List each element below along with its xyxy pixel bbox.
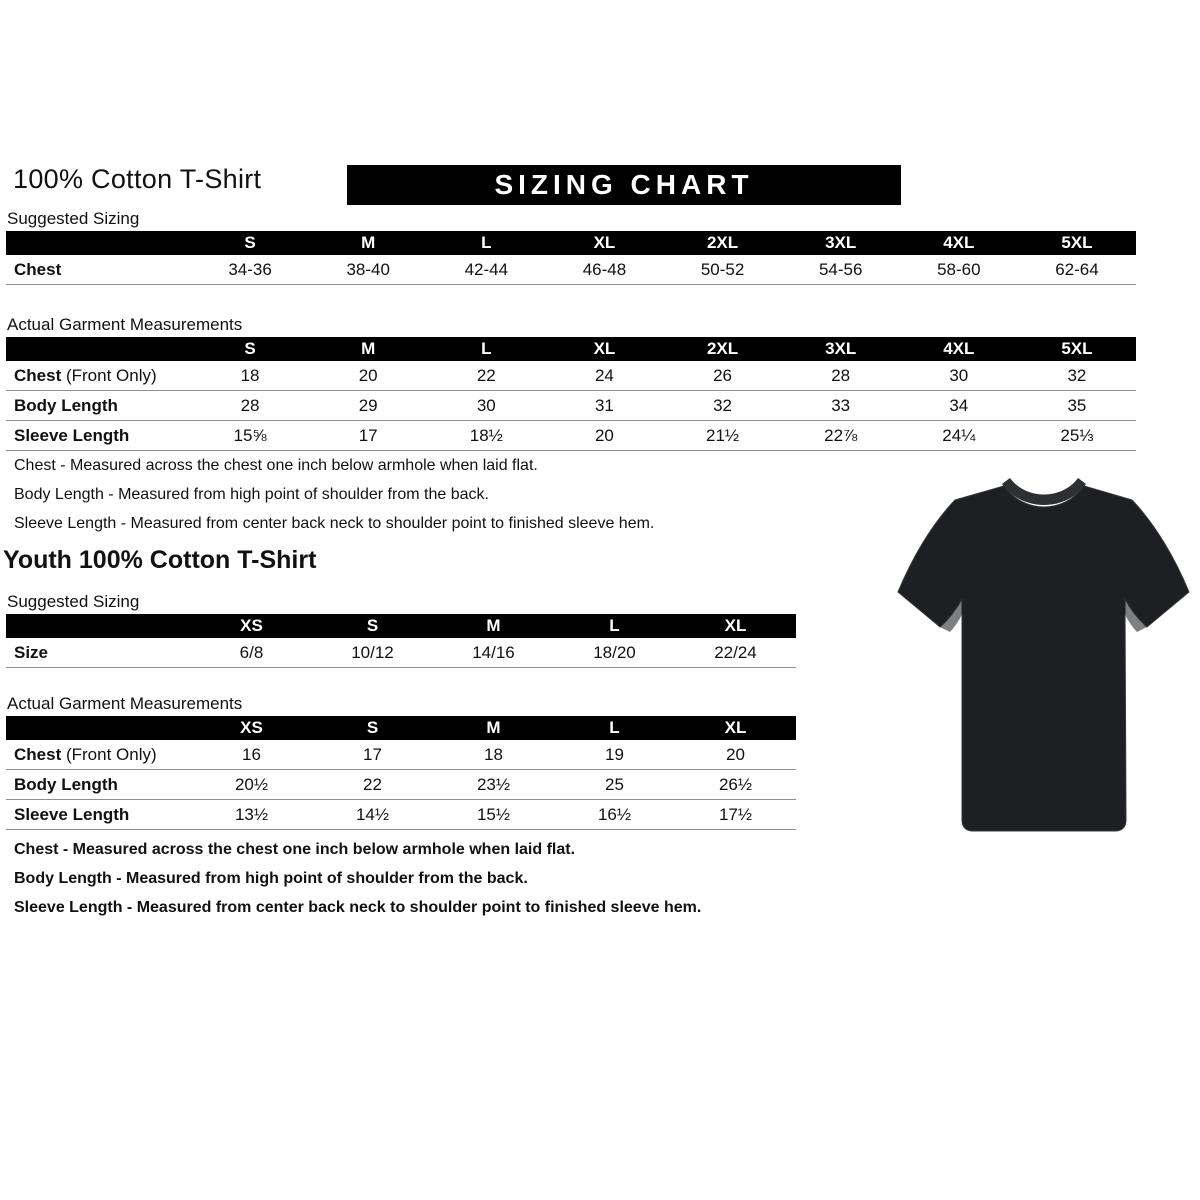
table-cell: 14½ — [312, 800, 433, 830]
table-cell: 19 — [554, 740, 675, 770]
table-cell: 38-40 — [309, 255, 427, 285]
table-cell: 17½ — [675, 800, 796, 830]
table-cell: 32 — [664, 391, 782, 421]
youth-suggested-sizing-label: Suggested Sizing — [7, 592, 140, 611]
table-cell: 34 — [900, 391, 1018, 421]
table-cell: 24 — [545, 361, 663, 391]
table-cell: 13½ — [191, 800, 312, 830]
row-label-suffix: (Front Only) — [61, 365, 157, 385]
table-cell: 58-60 — [900, 255, 1018, 285]
youth-section-title: Youth 100% Cotton T-Shirt — [3, 546, 317, 574]
row-label: Chest — [6, 255, 191, 285]
size-col-header: S — [312, 614, 433, 638]
table-cell: 15⅝ — [191, 421, 309, 451]
measurement-note: Sleeve Length - Measured from center back neck to shoulder point to finished sleeve hem. — [14, 899, 702, 916]
row-label: Chest (Front Only) — [6, 740, 191, 770]
table-cell: 18 — [433, 740, 554, 770]
table-cell: 22 — [427, 361, 545, 391]
size-col-header: 5XL — [1018, 337, 1136, 361]
size-col-header: XL — [545, 231, 663, 255]
youth-actual-measurements-label: Actual Garment Measurements — [7, 694, 243, 713]
table-cell: 18½ — [427, 421, 545, 451]
table-cell: 25 — [554, 770, 675, 800]
table-row — [6, 421, 1136, 451]
table-cell: 26 — [664, 361, 782, 391]
table-row — [6, 361, 1136, 391]
youth-measurement-notes — [14, 841, 701, 928]
size-col-header: XL — [675, 614, 796, 638]
page-title: 100% Cotton T-Shirt — [13, 164, 262, 194]
table-row — [6, 800, 796, 830]
size-col-header: S — [312, 716, 433, 740]
table-header-row — [6, 716, 796, 740]
table-cell: 33 — [782, 391, 900, 421]
table-cell: 17 — [309, 421, 427, 451]
size-col-header: L — [554, 614, 675, 638]
table-cell: 17 — [312, 740, 433, 770]
size-col-header — [6, 337, 191, 361]
adult-measurement-notes — [14, 457, 654, 544]
size-col-header: M — [309, 337, 427, 361]
table-cell: 34-36 — [191, 255, 309, 285]
table-header-row — [6, 337, 1136, 361]
table-cell: 18 — [191, 361, 309, 391]
table-cell: 21½ — [664, 421, 782, 451]
table-row — [6, 391, 1136, 421]
size-col-header: 4XL — [900, 337, 1018, 361]
size-col-header: L — [427, 337, 545, 361]
adult-suggested-sizing-label: Suggested Sizing — [7, 209, 140, 228]
measurement-note: Chest - Measured across the chest one inch below armhole when laid flat. — [14, 841, 576, 858]
youth-suggested-sizing-table — [6, 614, 796, 668]
table-cell: 22/24 — [675, 638, 796, 668]
table-cell: 23½ — [433, 770, 554, 800]
table-cell: 14/16 — [433, 638, 554, 668]
table-cell: 20 — [309, 361, 427, 391]
table-cell: 16½ — [554, 800, 675, 830]
size-col-header: XS — [191, 716, 312, 740]
measurement-note: Chest - Measured across the chest one inch below armhole when laid flat. — [14, 457, 538, 474]
size-col-header: 5XL — [1018, 231, 1136, 255]
tshirt-image — [892, 472, 1195, 837]
table-cell: 20 — [545, 421, 663, 451]
size-col-header: 3XL — [782, 231, 900, 255]
youth-actual-measurements-table — [6, 716, 796, 830]
size-col-header — [6, 614, 191, 638]
size-col-header — [6, 716, 191, 740]
table-cell: 24¼ — [900, 421, 1018, 451]
sizing-chart-banner: SIZING CHART — [347, 165, 901, 205]
table-cell: 31 — [545, 391, 663, 421]
table-row — [6, 740, 796, 770]
row-label: Sleeve Length — [6, 421, 191, 451]
size-col-header: S — [191, 231, 309, 255]
table-cell: 46-48 — [545, 255, 663, 285]
table-cell: 28 — [782, 361, 900, 391]
table-cell: 32 — [1018, 361, 1136, 391]
table-cell: 22⅞ — [782, 421, 900, 451]
table-cell: 35 — [1018, 391, 1136, 421]
size-col-header — [6, 231, 191, 255]
table-cell: 6/8 — [191, 638, 312, 668]
table-cell: 20½ — [191, 770, 312, 800]
row-label-suffix: (Front Only) — [61, 744, 157, 764]
adult-suggested-sizing-table — [6, 231, 1136, 285]
table-cell: 26½ — [675, 770, 796, 800]
table-cell: 22 — [312, 770, 433, 800]
row-label: Chest (Front Only) — [6, 361, 191, 391]
table-header-row — [6, 614, 796, 638]
table-cell: 28 — [191, 391, 309, 421]
table-cell: 18/20 — [554, 638, 675, 668]
table-cell: 10/12 — [312, 638, 433, 668]
size-col-header: L — [554, 716, 675, 740]
size-col-header: XL — [545, 337, 663, 361]
size-col-header: XL — [675, 716, 796, 740]
size-col-header: 4XL — [900, 231, 1018, 255]
table-header-row — [6, 231, 1136, 255]
size-col-header: M — [433, 716, 554, 740]
table-cell: 25⅓ — [1018, 421, 1136, 451]
measurement-note: Body Length - Measured from high point of shoulder from the back. — [14, 870, 528, 887]
size-col-header: XS — [191, 614, 312, 638]
size-col-header: 2XL — [664, 231, 782, 255]
size-col-header: 3XL — [782, 337, 900, 361]
table-cell: 15½ — [433, 800, 554, 830]
measurement-note: Body Length - Measured from high point of shoulder from the back. — [14, 486, 489, 503]
table-cell: 30 — [427, 391, 545, 421]
row-label: Body Length — [6, 391, 191, 421]
size-col-header: 2XL — [664, 337, 782, 361]
size-col-header: L — [427, 231, 545, 255]
row-label: Size — [6, 638, 191, 668]
adult-actual-measurements-table — [6, 337, 1136, 451]
row-label: Body Length — [6, 770, 191, 800]
adult-actual-measurements-label: Actual Garment Measurements — [7, 315, 243, 334]
table-row — [6, 638, 796, 668]
size-col-header: S — [191, 337, 309, 361]
size-col-header: M — [309, 231, 427, 255]
table-cell: 20 — [675, 740, 796, 770]
table-cell: 29 — [309, 391, 427, 421]
table-cell: 42-44 — [427, 255, 545, 285]
table-cell: 30 — [900, 361, 1018, 391]
table-row — [6, 770, 796, 800]
table-cell: 62-64 — [1018, 255, 1136, 285]
measurement-note: Sleeve Length - Measured from center back neck to shoulder point to finished sleeve hem. — [14, 515, 655, 532]
table-row — [6, 255, 1136, 285]
table-cell: 16 — [191, 740, 312, 770]
table-cell: 50-52 — [664, 255, 782, 285]
tshirt-body-shape — [898, 486, 1189, 831]
size-col-header: M — [433, 614, 554, 638]
row-label: Sleeve Length — [6, 800, 191, 830]
table-cell: 54-56 — [782, 255, 900, 285]
